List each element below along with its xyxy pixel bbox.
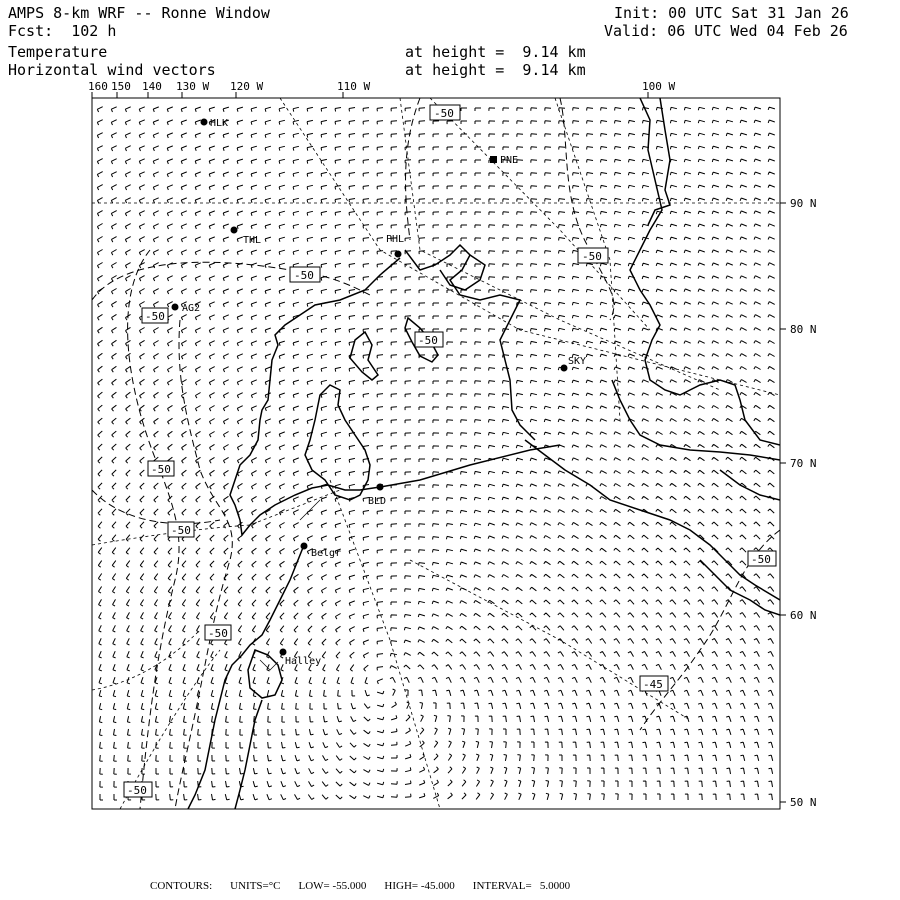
svg-text:-50: -50 <box>171 524 191 537</box>
contour-label <box>640 676 668 691</box>
svg-text:-50: -50 <box>434 107 454 120</box>
contour-label <box>290 267 320 282</box>
init-time: Init: 00 UTC Sat 31 Jan 26 <box>614 4 849 22</box>
station-ag2 <box>172 303 201 314</box>
svg-text:Halley: Halley <box>285 656 322 667</box>
map-frame <box>92 98 780 809</box>
temperature-contours <box>92 98 780 809</box>
contour-label <box>578 248 608 263</box>
stations <box>172 118 587 667</box>
station-phl <box>386 234 404 258</box>
lat-label: 70 N <box>790 457 817 470</box>
svg-text:-50: -50 <box>751 553 771 566</box>
station-pne <box>490 155 518 166</box>
svg-text:PHL: PHL <box>386 234 405 245</box>
contour-interval: INTERVAL= 5.0000 <box>472 880 571 892</box>
station-sky <box>561 356 587 372</box>
contour-label <box>415 332 443 347</box>
station-halley <box>280 649 322 668</box>
lon-label: 110 W <box>337 80 371 93</box>
station-hlk <box>201 118 229 129</box>
svg-text:-45: -45 <box>643 678 663 691</box>
map-title: AMPS 8-km WRF -- Ronne Window <box>8 4 270 22</box>
lat-label: 90 N <box>790 197 817 210</box>
contour-high: HIGH= -45.000 <box>384 880 455 892</box>
lon-label: 160 <box>88 80 108 93</box>
svg-text:-50: -50 <box>294 269 314 282</box>
contour-label <box>168 522 194 537</box>
coastlines <box>188 98 780 809</box>
svg-text:SKY: SKY <box>568 356 587 367</box>
lon-label: 130 W <box>176 80 210 93</box>
contour-label <box>748 551 776 566</box>
contour-label <box>430 105 460 120</box>
lat-label: 80 N <box>790 323 817 336</box>
height-temperature: at height = 9.14 km <box>405 43 586 61</box>
svg-text:BLD: BLD <box>368 496 387 507</box>
svg-text:THL: THL <box>243 235 262 246</box>
svg-text:-50: -50 <box>151 463 171 476</box>
lon-label: 120 W <box>230 80 264 93</box>
contour-label <box>142 308 168 323</box>
svg-text:Belgr: Belgr <box>311 548 342 559</box>
contour-info <box>150 880 588 892</box>
svg-text:-50: -50 <box>127 784 147 797</box>
field-wind: Horizontal wind vectors <box>8 61 216 79</box>
svg-text:-50: -50 <box>582 250 602 263</box>
contour-label <box>124 782 152 797</box>
ice-shelf-lines <box>260 500 320 670</box>
lon-label: 100 W <box>642 80 676 93</box>
svg-text:PNE: PNE <box>500 155 519 166</box>
forecast-hour: Fcst: 102 h <box>8 22 117 40</box>
station-belgr <box>301 543 342 560</box>
valid-time: Valid: 06 UTC Wed 04 Feb 26 <box>604 22 848 40</box>
svg-text:AG2: AG2 <box>182 303 201 314</box>
station-bld <box>368 484 386 508</box>
station-thl <box>231 227 262 247</box>
svg-text:-50: -50 <box>145 310 165 323</box>
lat-label: 50 N <box>790 796 817 809</box>
contour-low: LOW= -55.000 <box>298 880 367 892</box>
svg-text:-50: -50 <box>418 334 438 347</box>
lon-label: 140 <box>142 80 162 93</box>
lon-label: 150 <box>111 80 131 93</box>
height-wind: at height = 9.14 km <box>405 61 586 79</box>
graticule <box>92 98 780 809</box>
contour-units: UNITS=°C <box>230 880 281 892</box>
contour-label <box>148 461 174 476</box>
field-temperature: Temperature <box>8 43 108 61</box>
svg-text:-50: -50 <box>208 627 228 640</box>
svg-text:HLK: HLK <box>210 118 229 129</box>
contour-label <box>205 625 231 640</box>
contours-heading: CONTOURS: <box>150 880 213 892</box>
lat-label: 60 N <box>790 609 817 622</box>
